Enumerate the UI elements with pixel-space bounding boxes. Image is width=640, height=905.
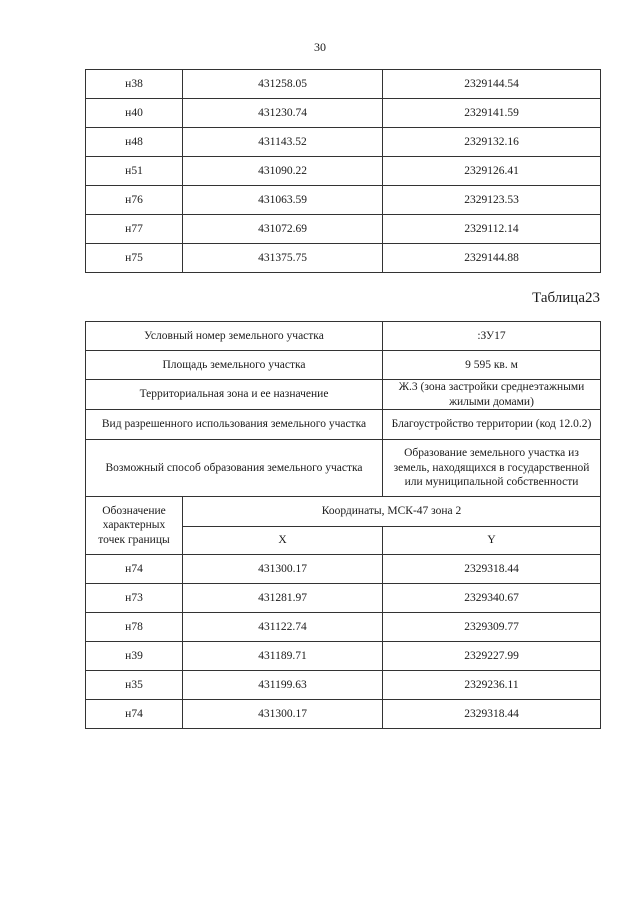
info-row: [86, 380, 601, 410]
point-header: Обозначение характерных точек границы: [86, 497, 183, 555]
x-cell: 431122.74: [183, 613, 383, 642]
info-value: Благоустройство территории (код 12.0.2): [383, 410, 601, 440]
x-cell: 431230.74: [183, 99, 383, 128]
y-cell: 2329309.77: [383, 613, 601, 642]
x-header: X: [183, 527, 383, 555]
table-row: [86, 157, 601, 186]
x-cell: 431300.17: [183, 700, 383, 729]
y-cell: 2329141.59: [383, 99, 601, 128]
x-cell: 431189.71: [183, 642, 383, 671]
x-cell: 431281.97: [183, 584, 383, 613]
point-cell: н75: [86, 244, 183, 273]
info-row: [86, 351, 601, 380]
x-cell: 431300.17: [183, 555, 383, 584]
table-row: [86, 642, 601, 671]
y-cell: 2329144.54: [383, 70, 601, 99]
point-cell: н51: [86, 157, 183, 186]
x-cell: 431143.52: [183, 128, 383, 157]
coords-header: Координаты, МСК-47 зона 2: [183, 497, 601, 527]
y-cell: 2329340.67: [383, 584, 601, 613]
y-header: Y: [383, 527, 601, 555]
y-cell: 2329318.44: [383, 700, 601, 729]
table-row: [86, 700, 601, 729]
table-row: [86, 99, 601, 128]
info-label: Возможный способ образования земельного участка: [86, 440, 383, 497]
x-cell: 431063.59: [183, 186, 383, 215]
point-cell: н73: [86, 584, 183, 613]
x-cell: 431199.63: [183, 671, 383, 700]
x-cell: 431375.75: [183, 244, 383, 273]
header-row: [86, 497, 601, 527]
point-cell: н76: [86, 186, 183, 215]
table-row: [86, 671, 601, 700]
table-row: [86, 555, 601, 584]
coordinates-table-continued: [85, 69, 601, 273]
x-cell: 431072.69: [183, 215, 383, 244]
info-value: :ЗУ17: [383, 322, 601, 351]
info-row: [86, 322, 601, 351]
point-cell: н74: [86, 700, 183, 729]
y-cell: 2329126.41: [383, 157, 601, 186]
y-cell: 2329123.53: [383, 186, 601, 215]
table-row: [86, 244, 601, 273]
table-row: [86, 70, 601, 99]
y-cell: 2329112.14: [383, 215, 601, 244]
point-cell: н48: [86, 128, 183, 157]
info-label: Территориальная зона и ее назначение: [86, 380, 383, 410]
table-row: [86, 584, 601, 613]
table-row: [86, 186, 601, 215]
info-value: Образование земельного участка из земель, находящихся в государственной или муниципальной собственности: [383, 440, 601, 497]
info-label: Вид разрешенного использования земельного участка: [86, 410, 383, 440]
x-cell: 431090.22: [183, 157, 383, 186]
page-number: 30: [314, 40, 326, 54]
table-caption: Таблица23: [532, 290, 600, 306]
point-cell: н74: [86, 555, 183, 584]
table-row: [86, 128, 601, 157]
y-cell: 2329318.44: [383, 555, 601, 584]
point-cell: н40: [86, 99, 183, 128]
x-cell: 431258.05: [183, 70, 383, 99]
point-cell: н38: [86, 70, 183, 99]
point-cell: н77: [86, 215, 183, 244]
y-cell: 2329132.16: [383, 128, 601, 157]
table-row: [86, 215, 601, 244]
info-row: [86, 410, 601, 440]
point-cell: н39: [86, 642, 183, 671]
y-cell: 2329227.99: [383, 642, 601, 671]
info-value: 9 595 кв. м: [383, 351, 601, 380]
land-plot-table: [85, 321, 601, 729]
table-row: [86, 613, 601, 642]
info-row: [86, 440, 601, 497]
info-label: Условный номер земельного участка: [86, 322, 383, 351]
y-cell: 2329236.11: [383, 671, 601, 700]
point-cell: н78: [86, 613, 183, 642]
info-value: Ж.3 (зона застройки среднеэтажными жилыми домами): [383, 380, 601, 410]
point-cell: н35: [86, 671, 183, 700]
info-label: Площадь земельного участка: [86, 351, 383, 380]
y-cell: 2329144.88: [383, 244, 601, 273]
